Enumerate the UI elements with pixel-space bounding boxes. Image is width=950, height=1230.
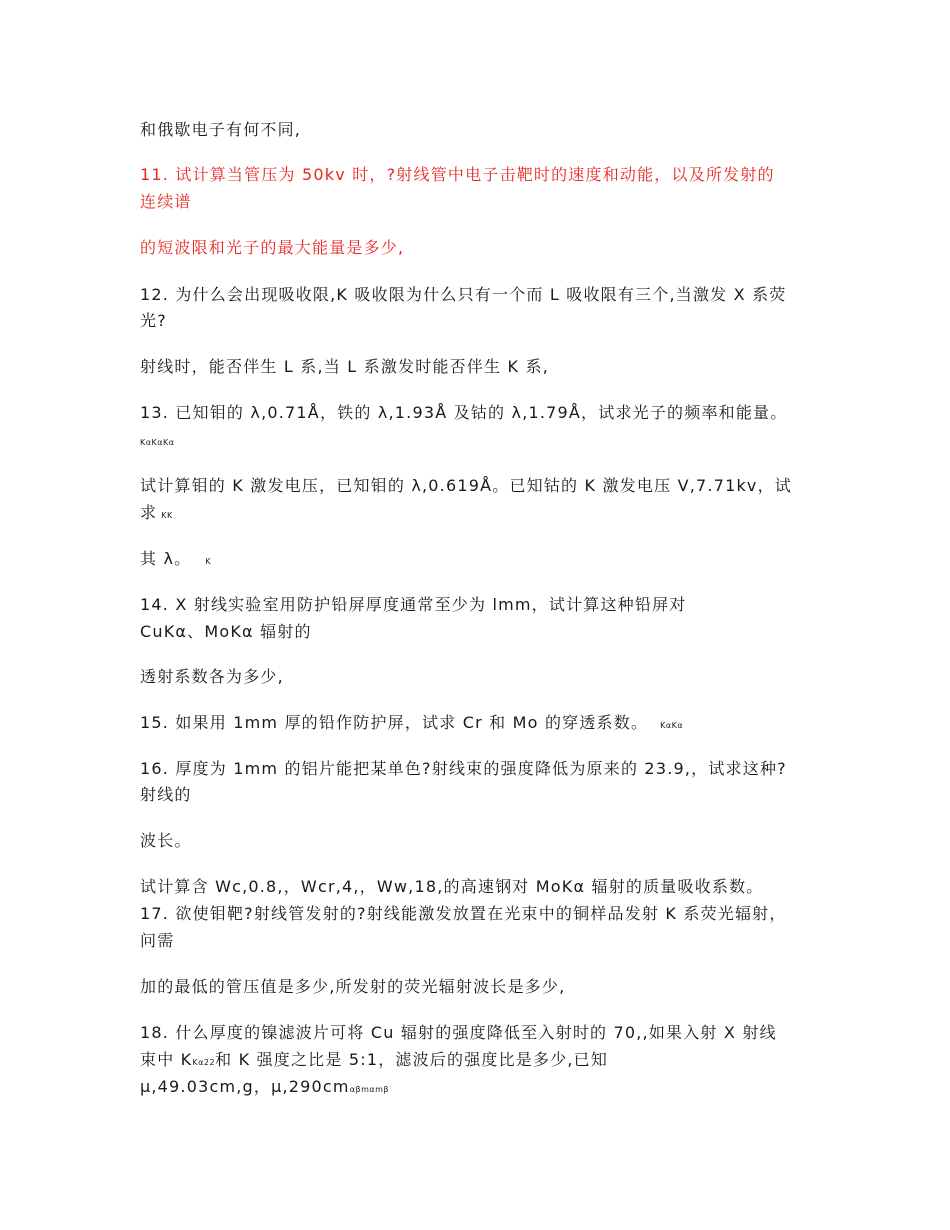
question-16-line: 试计算含 Wc,0.8,，Wcr,4,，Ww,18,的高速钢对 MoKα 辐射的质量吸收系数。 <box>140 877 764 896</box>
subscript-text: αβmαmβ <box>349 1085 390 1094</box>
question-14-line: CuKα、MoKα 辐射的 <box>140 622 312 641</box>
text-line: 和俄歇电子有何不同, <box>140 120 302 139</box>
question-11-line: 11. 试计算当管压为 50kv 时，?射线管中电子击靶时的速度和动能，以及所发射的 <box>140 165 775 184</box>
question-18-line: 18. 什么厚度的镍滤波片可将 Cu 辐射的强度降低至入射时的 70,,如果入射 X 射线 <box>140 1023 777 1042</box>
question-16-line: 波长。 <box>140 831 192 850</box>
question-15-line <box>140 713 683 736</box>
text-span: 其 λ。 <box>140 549 192 568</box>
text-span: 求 <box>140 503 158 522</box>
question-17-line: 17. 欲使钼靶?射线管发射的?射线能激发放置在光束中的铜样品发射 K 系荧光辐射， <box>140 904 787 923</box>
question-11-line: 的短波限和光子的最大能量是多少, <box>140 238 405 257</box>
question-13-line <box>140 549 211 572</box>
subscript-text: KK <box>161 511 173 520</box>
question-12-line: 12. 为什么会出现吸收限,K 吸收限为什么只有一个而 L 吸收限有三个,当激发 X 系荧 <box>140 285 787 304</box>
question-13-line: 试计算钼的 K 激发电压，已知钼的 λ,0.619Å。已知钴的 K 激发电压 V,7.71kv，试 <box>140 476 792 495</box>
text-span: 束中 K <box>140 1050 193 1069</box>
text-span: 15. 如果用 1mm 厚的铅作防护屏，试求 Cr 和 Mo 的穿透系数。 <box>140 713 649 732</box>
question-16-line: 16. 厚度为 1mm 的铝片能把某单色?射线束的强度降低为原来的 23.9,，试求这种? <box>140 759 787 778</box>
question-13-line: 13. 已知钼的 λ,0.71Å，铁的 λ,1.93Å 及钴的 λ,1.79Å，试求光子的频率和能量。 <box>140 403 788 422</box>
question-17-line: 加的最低的管压值是多少,所发射的荧光辐射波长是多少, <box>140 977 566 996</box>
question-11-line: 连续谱 <box>140 192 192 211</box>
question-16-line: 射线的 <box>140 785 192 804</box>
text-span: 和 K 强度之比是 5:1，滤波后的强度比是多少,已知 <box>215 1050 609 1069</box>
question-12-line: 射线时，能否伴生 L 系,当 L 系激发时能否伴生 K 系, <box>140 357 550 376</box>
question-17-line: 问需 <box>140 931 175 950</box>
subscript-text: K <box>205 557 212 566</box>
subscript-line: KαKαKα <box>140 438 175 447</box>
question-18-line <box>140 1077 389 1100</box>
question-18-line <box>140 1050 608 1073</box>
subscript-text: KαKα <box>660 721 684 730</box>
text-span: μ,49.03cm,g，μ,290cm <box>140 1077 350 1096</box>
question-14-line: 透射系数各为多少, <box>140 667 284 686</box>
question-13-line <box>140 503 173 526</box>
subscript-text: Kα22 <box>192 1058 216 1067</box>
question-14-line: 14. X 射线实验室用防护铅屏厚度通常至少为 lmm，试计算这种铅屏对 <box>140 595 687 614</box>
question-12-line: 光? <box>140 311 167 330</box>
